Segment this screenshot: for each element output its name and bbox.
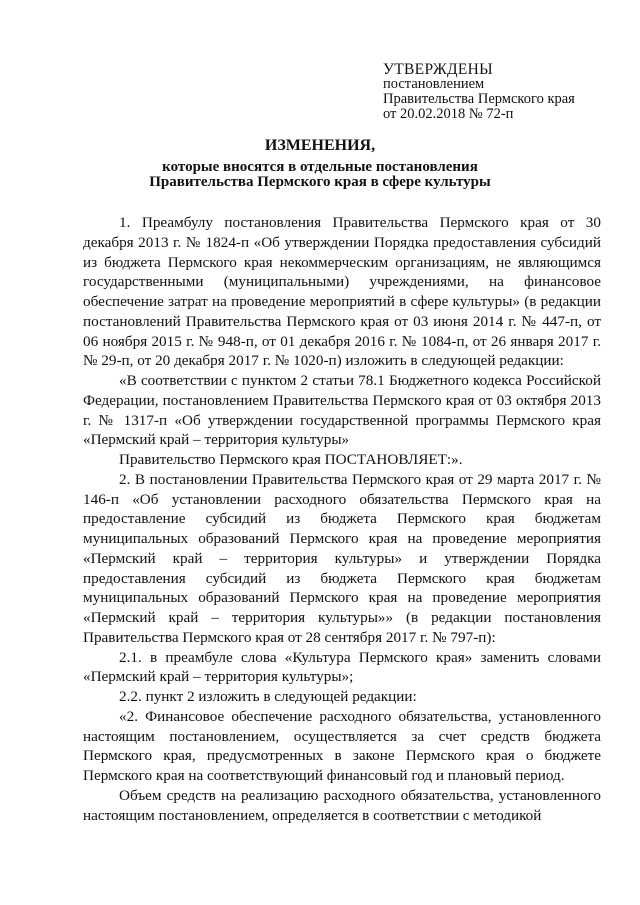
paragraph: 2.2. пункт 2 изложить в следующей редакции:: [119, 688, 417, 705]
approval-heading: УТВЕРЖДЕНЫ: [383, 61, 493, 78]
paragraph: 2. В постановлении Правительства Пермского края от 29 марта 2017 г. № 146-п «Об установлении расходного обязательства Пермского края на предоставление субсидий из бюджета Пермского края бюджетам муниципальных образований Пермского края на проведение мероприятия «Пермский край – территория культуры» и утверждении Порядка предоставления субсидий из бюджета Пермского края бюджетам муниципальных образований Пермского края на проведение мероприятия «Пермский край – территория культуры»» (в редакции постановления Правительства Пермского края от 28 сентября 2017 г. № 797-п):: [83, 470, 601, 646]
approval-line-3: от 20.02.2018 № 72-п: [383, 106, 514, 122]
paragraph: «2. Финансовое обеспечение расходного обязательства, установленного настоящим постановлением, осуществляется за счет средств бюджета Пермского края, предусмотренных в законе Пермского края о бюджете Пермского края на соответствующий финансовый год и плановый период.: [83, 707, 601, 784]
approval-line-1: постановлением: [383, 76, 485, 92]
subtitle-line-2: Правительства Пермского края в сфере культуры: [149, 174, 491, 190]
paragraph: 1. Преамбулу постановления Правительства Пермского края от 30 декабря 2013 г. № 1824-п «Об утверждении Порядка предоставления субсидий из бюджета Пермского края некоммерческим организациям, не являющимся государственными (муниципальными) учреждениями, на финансовое обеспечение затрат на проведение мероприятий в сфере культуры» (в редакции постановлений Правительства Пермского края от 03 июня 2014 г. № 447-п, от 06 ноября 2015 г. № 948-п, от 01 декабря 2016 г. № 1084-п, от 26 января 2017 г. № 29-п, от 20 декабря 2017 г. № 1020-п) изложить в следующей редакции:: [83, 214, 601, 370]
document-body: [83, 213, 601, 825]
paragraph: Правительство Пермского края ПОСТАНОВЛЯЕТ:».: [119, 451, 463, 468]
paragraph: «В соответствии с пунктом 2 статьи 78.1 Бюджетного кодекса Российской Федерации, постановлением Правительства Пермского края от 03 октября 2013 г. № 1317-п «Об утверждении государственной программы Пермского края «Пермский край – территория культуры»: [83, 372, 601, 449]
approval-stamp: [383, 62, 575, 122]
approval-line-2: Правительства Пермского края: [383, 91, 575, 107]
subtitle-line-1: которые вносятся в отдельные постановления: [162, 159, 478, 175]
paragraph: Объем средств на реализацию расходного обязательства, установленного настоящим постановлением, определяется в соответствии с методикой: [83, 786, 601, 824]
paragraph: 2.1. в преамбуле слова «Культура Пермского края» заменить словами «Пермский край – территория культуры»;: [83, 648, 601, 686]
document-subtitle: [0, 160, 640, 190]
document-title: ИЗМЕНЕНИЯ,: [264, 137, 376, 154]
